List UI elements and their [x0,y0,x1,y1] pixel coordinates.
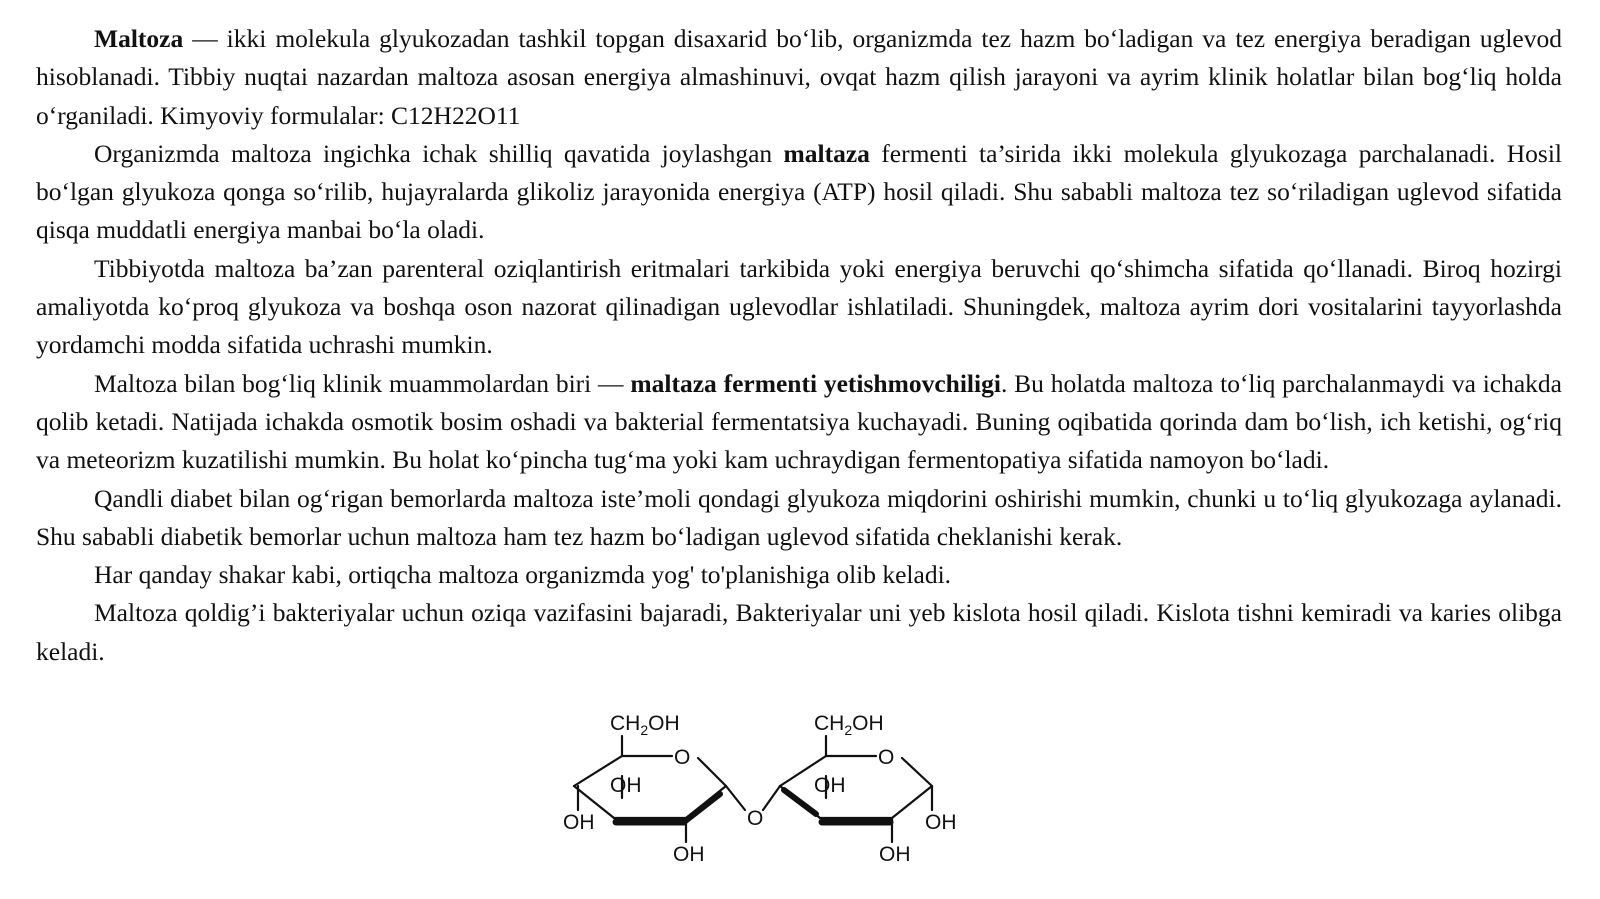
paragraph-text: Maltoza bilan bog‘liq klinik muammolardan biri — [94,368,631,398]
bold-term: maltaza [783,138,870,168]
ring1-oh-bottom-label: OH [673,843,705,866]
ring1-oh-left-label: OH [563,811,595,834]
glycosidic-oxygen-label: O [747,807,764,830]
ring2-oh-bottom-label: OH [879,843,911,866]
paragraph-text: Organizmda maltoza ingichka ichak shilliq qavatida joylashgan [94,138,784,168]
paragraph-7 [36,594,1562,671]
ring2-oh-right-label: OH [925,811,957,834]
paragraph-2 [36,135,1562,250]
paragraph-text: Tibbiyotda maltoza ba’zan parenteral oziqlantirish eritmalari tarkibida yoki energiya beruvchi qo‘shimcha sifatida qo‘llanadi. Biroq hozirgi amaliyotda ko‘proq glyukoza va boshqa oson nazorat qilinadigan uglevodlar ishlatiladi. Shuningdek, maltoza ayrim dori vositalarini tayyorlashda yordamchi modda sifatida uchrashi mumkin. [36,253,1562,360]
ring2-oxygen-label: O [878,746,895,769]
ring2-oh-upper-label: OH [814,774,846,797]
paragraph-5 [36,480,1562,557]
paragraph-text: Har qanday shakar kabi, ortiqcha maltoza organizmda yog' to'planishiga olib keladi. [94,560,952,590]
ring1-oxygen-label: O [674,746,691,769]
bold-term: Maltoza [94,24,184,53]
paragraph-text: — ikki molekula glyukozadan tashkil topgan disaxarid bo‘lib, organizmda tez hazm bo‘ladigan va tez energiya beradigan uglevod hisoblanadi. Tibbiy nuqtai nazardan maltoza asosan energiya almashinuvi, ovqat hazm qilish jarayoni va ayrim klinik holatlar bilan bog‘liq holda o‘rganiladi. Kimyoviy formulalar: C12H22O11 [36,24,1562,130]
paragraph-text: Maltoza qoldig’i bakteriyalar uchun oziqa vazifasini bajaradi, Bakteriyalar uni yeb kislota hosil qiladi. Kislota tishni kemiradi va karies olibga keladi. [36,598,1562,666]
paragraph-1 [36,20,1562,135]
ring1-oh-upper-label: OH [610,774,642,797]
document-body [36,20,1562,671]
paragraph-text: Qandli diabet bilan og‘rigan bemorlarda maltoza iste’moli qondagi glyukoza miqdorini oshirishi mumkin, chunki u to‘liq glyukozaga aylanadi. Shu sababli diabetik bemorlar uchun maltoza ham tez hazm bo‘ladigan uglevod sifatida cheklanishi kerak. [36,483,1562,551]
bold-term: maltaza fermenti yetishmovchiligi [630,368,1001,398]
ring1-ch2oh-label: $CH_2OH$ [610,712,680,738]
paragraph-6 [36,556,1562,594]
paragraph-4 [36,365,1562,480]
maltose-structure-svg [563,712,1000,899]
paragraph-text: . Bu holatda maltoza to‘liq parchalanmaydi va ichakda qolib ketadi. Natijada ichakda osmotik bosim oshadi va bakterial fermentatsiya kuchayadi. Buning oqibatida qorinda dam bo‘lish, ich ketishi, og‘riq va meteorizm kuzatilishi mumkin. Bu holat ko‘pincha tug‘ma yoki kam uchraydigan fermentopatiya sifatida namoyon bo‘ladi. [36,368,1562,475]
maltose-structure-diagram [563,712,1000,899]
ring2-ch2oh-label: $CH_2OH$ [814,712,884,738]
paragraph-text: fermenti ta’sirida ikki molekula glyukozaga parchalanadi. Hosil bo‘lgan glyukoza qonga so‘rilib, hujayralarda glikoliz jarayonida energiya (ATP) hosil qiladi. Shu sababli maltoza tez so‘riladigan uglevod sifatida qisqa muddatli energiya manbai bo‘la oladi. [36,138,1562,245]
paragraph-3 [36,250,1562,365]
